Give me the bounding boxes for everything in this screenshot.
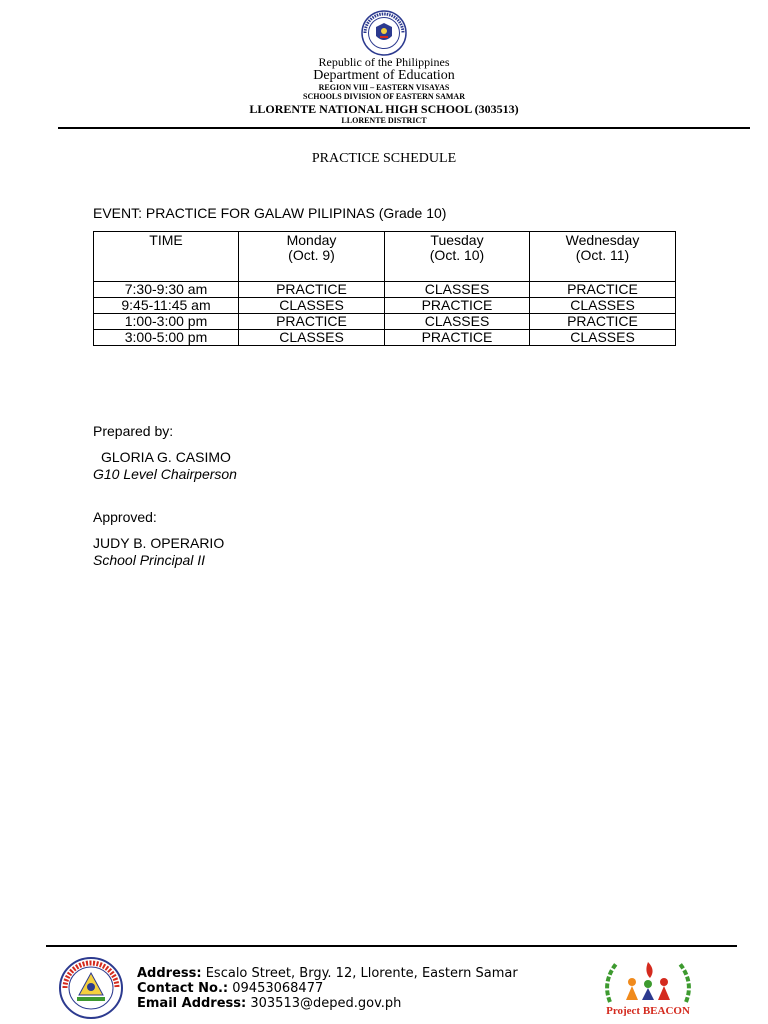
document-title: PRACTICE SCHEDULE: [311, 151, 457, 166]
prepared-by-name: GLORIA G. CASIMO: [101, 449, 231, 465]
prepared-by-title: G10 Level Chairperson: [93, 466, 237, 482]
time-cell: 3:00-5:00 pm: [94, 330, 239, 346]
project-beacon-logo: [598, 958, 698, 1016]
footer-email: Email Address: 303513@deped.gov.ph: [137, 996, 402, 1011]
monday-cell: CLASSES: [239, 330, 385, 346]
district-label: LLORENTE DISTRICT: [341, 116, 427, 125]
tuesday-cell: PRACTICE: [385, 330, 530, 346]
tuesday-cell: PRACTICE: [385, 298, 530, 314]
approved-name: JUDY B. OPERARIO: [93, 535, 225, 551]
time-cell: 1:00-3:00 pm: [94, 314, 239, 330]
footer-divider: [46, 945, 737, 947]
prepared-by-label: Prepared by:: [93, 423, 174, 439]
header-cell-time: TIME: [94, 232, 239, 282]
header-divider: [58, 127, 750, 129]
table-row: [94, 314, 676, 330]
header-cell-tuesday: Tuesday (Oct. 10): [385, 232, 530, 282]
header-cell-monday: Monday (Oct. 9): [239, 232, 385, 282]
time-cell: 7:30-9:30 am: [94, 282, 239, 298]
table-header-row: [94, 232, 676, 282]
wednesday-cell: CLASSES: [530, 330, 676, 346]
tuesday-cell: CLASSES: [385, 314, 530, 330]
wednesday-cell: CLASSES: [530, 298, 676, 314]
tuesday-cell: CLASSES: [385, 282, 530, 298]
school-name: LLORENTE NATIONAL HIGH SCHOOL (303513): [249, 102, 519, 116]
event-line: EVENT: PRACTICE FOR GALAW PILIPINAS (Grade 10): [93, 205, 447, 221]
schedule-table: [93, 231, 676, 346]
school-seal-logo: [59, 957, 123, 1019]
time-cell: 9:45-11:45 am: [94, 298, 239, 314]
monday-cell: PRACTICE: [239, 282, 385, 298]
region-label: REGION VIII – EASTERN VISAYAS: [318, 83, 450, 92]
monday-cell: CLASSES: [239, 298, 385, 314]
footer-address: Address: Escalo Street, Brgy. 12, Llorente, Eastern Samar: [137, 966, 518, 981]
approved-title: School Principal II: [93, 552, 206, 568]
approved-label: Approved:: [93, 509, 157, 525]
monday-cell: PRACTICE: [239, 314, 385, 330]
table-row: [94, 282, 676, 298]
deped-seal-logo: [361, 10, 407, 56]
table-row: [94, 330, 676, 346]
beacon-label: Project BEACON: [606, 1005, 690, 1016]
republic-label: Republic of the Philippines: [318, 55, 450, 69]
table-row: [94, 298, 676, 314]
department-label: Department of Education: [313, 68, 455, 83]
wednesday-cell: PRACTICE: [530, 314, 676, 330]
division-label: SCHOOLS DIVISION OF EASTERN SAMAR: [303, 92, 465, 101]
wednesday-cell: PRACTICE: [530, 282, 676, 298]
header-cell-wednesday: Wednesday (Oct. 11): [530, 232, 676, 282]
footer-contact: Contact No.: 09453068477: [137, 981, 324, 996]
